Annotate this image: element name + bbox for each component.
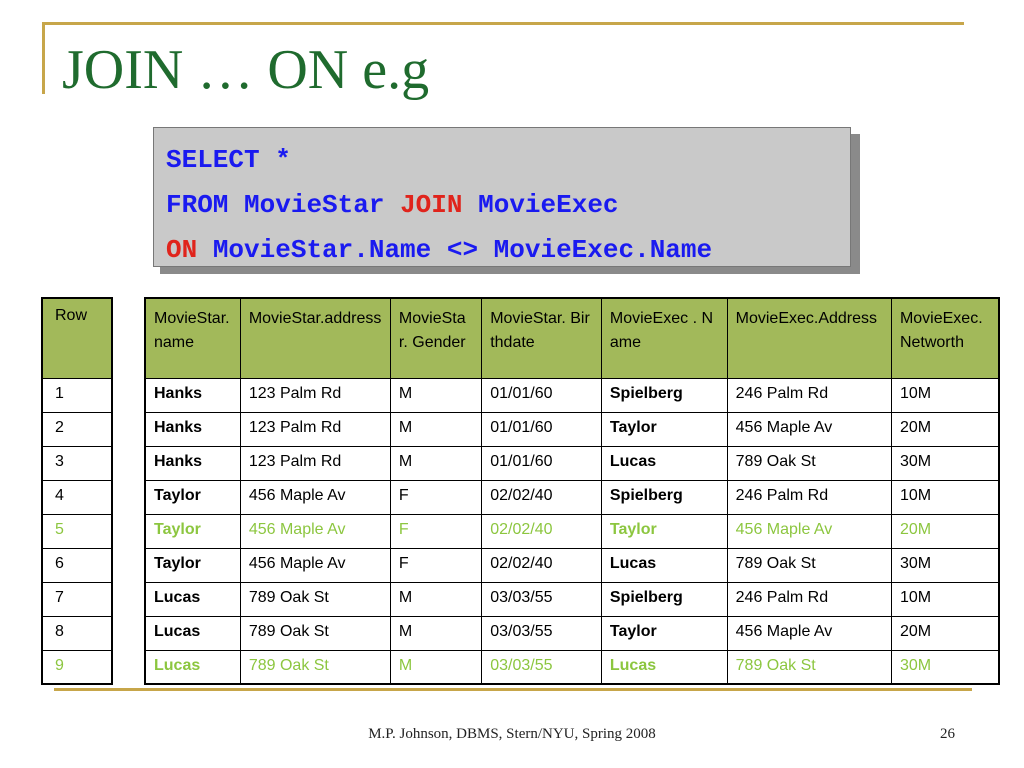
table-row [145, 446, 999, 480]
row-number-row-highlighted [42, 650, 112, 684]
table-row [145, 616, 999, 650]
row-number-cell: 5 [42, 514, 112, 548]
row-number-row [42, 480, 112, 514]
cell-exec-networth: 30M [891, 548, 999, 582]
sql-line-on [166, 228, 838, 273]
column-header-moviestar-address: MovieStar.address [240, 298, 390, 378]
sql-on-keyword: ON [166, 235, 198, 265]
row-number-cell: 8 [42, 616, 112, 650]
cell-star-name: Taylor [145, 514, 240, 548]
row-number-cell: 9 [42, 650, 112, 684]
cell-star-address: 789 Oak St [240, 582, 390, 616]
table-header-row [145, 298, 999, 378]
cell-star-name: Taylor [145, 480, 240, 514]
cell-exec-name: Spielberg [601, 582, 727, 616]
table-row [145, 480, 999, 514]
row-number-cell: 1 [42, 378, 112, 412]
table-row [145, 378, 999, 412]
cell-star-gender: M [390, 378, 481, 412]
sql-query-box [153, 127, 851, 267]
cell-exec-networth: 10M [891, 582, 999, 616]
cell-star-birthdate: 03/03/55 [482, 650, 602, 684]
column-header-moviestar-gender: MovieStar. Gender [390, 298, 481, 378]
cell-exec-address: 789 Oak St [727, 446, 891, 480]
cell-star-name: Hanks [145, 378, 240, 412]
cell-star-name: Hanks [145, 446, 240, 480]
cell-star-address: 123 Palm Rd [240, 446, 390, 480]
cell-exec-networth: 20M [891, 412, 999, 446]
join-result-table [144, 297, 1000, 685]
row-number-cell: 2 [42, 412, 112, 446]
cell-star-address: 789 Oak St [240, 650, 390, 684]
sql-line-from [166, 183, 838, 228]
cell-exec-networth: 20M [891, 514, 999, 548]
cell-exec-networth: 20M [891, 616, 999, 650]
decorative-top-line [42, 22, 964, 25]
cell-exec-name: Taylor [601, 412, 727, 446]
row-number-table [41, 297, 113, 685]
cell-star-birthdate: 03/03/55 [482, 616, 602, 650]
row-number-row [42, 548, 112, 582]
cell-star-gender: M [390, 650, 481, 684]
table-row [145, 548, 999, 582]
row-number-row [42, 582, 112, 616]
row-number-cell: 3 [42, 446, 112, 480]
column-header-movieexec-name: MovieExec . Name [601, 298, 727, 378]
cell-star-name: Hanks [145, 412, 240, 446]
table-row-highlighted [145, 514, 999, 548]
sql-select-keyword: SELECT * [166, 145, 291, 175]
row-number-row [42, 616, 112, 650]
cell-star-name: Lucas [145, 616, 240, 650]
cell-exec-address: 246 Palm Rd [727, 378, 891, 412]
table-row [145, 412, 999, 446]
cell-exec-address: 246 Palm Rd [727, 582, 891, 616]
row-number-row-highlighted [42, 514, 112, 548]
slide-footer: M.P. Johnson, DBMS, Stern/NYU, Spring 2008 [368, 726, 656, 742]
cell-exec-name: Taylor [601, 616, 727, 650]
sql-join-keyword: JOIN [400, 190, 463, 220]
row-number-row [42, 412, 112, 446]
slide-title: JOIN … ON e.g [62, 39, 430, 101]
cell-exec-name: Spielberg [601, 480, 727, 514]
row-number-cell: 4 [42, 480, 112, 514]
cell-star-gender: M [390, 582, 481, 616]
row-number-header: Row [42, 298, 112, 378]
cell-exec-name: Lucas [601, 650, 727, 684]
cell-star-gender: F [390, 548, 481, 582]
cell-exec-address: 456 Maple Av [727, 616, 891, 650]
cell-star-gender: M [390, 412, 481, 446]
cell-star-name: Lucas [145, 582, 240, 616]
cell-exec-address: 789 Oak St [727, 650, 891, 684]
cell-star-gender: M [390, 446, 481, 480]
table-row [145, 582, 999, 616]
cell-exec-networth: 10M [891, 378, 999, 412]
cell-star-address: 789 Oak St [240, 616, 390, 650]
cell-star-gender: F [390, 514, 481, 548]
decorative-left-line [42, 22, 45, 94]
cell-exec-name: Lucas [601, 548, 727, 582]
cell-star-address: 123 Palm Rd [240, 412, 390, 446]
row-number-cell: 6 [42, 548, 112, 582]
row-number-cell: 7 [42, 582, 112, 616]
cell-exec-name: Lucas [601, 446, 727, 480]
cell-star-address: 456 Maple Av [240, 480, 390, 514]
sql-table-moviestar: MovieStar [244, 190, 385, 220]
cell-exec-address: 456 Maple Av [727, 514, 891, 548]
cell-star-gender: M [390, 616, 481, 650]
cell-star-birthdate: 02/02/40 [482, 480, 602, 514]
cell-star-address: 123 Palm Rd [240, 378, 390, 412]
cell-star-address: 456 Maple Av [240, 548, 390, 582]
cell-exec-networth: 10M [891, 480, 999, 514]
row-number-header-row [42, 298, 112, 378]
column-header-movieexec-address: MovieExec.Address [727, 298, 891, 378]
decorative-bottom-line [54, 688, 972, 691]
sql-line-select [166, 138, 838, 183]
cell-star-birthdate: 01/01/60 [482, 446, 602, 480]
row-number-row [42, 446, 112, 480]
column-header-moviestar-birthdate: MovieStar. Birthdate [482, 298, 602, 378]
sql-from-keyword: FROM [166, 190, 229, 220]
cell-star-birthdate: 03/03/55 [482, 582, 602, 616]
cell-star-name: Lucas [145, 650, 240, 684]
sql-table-movieexec: MovieExec [478, 190, 619, 220]
cell-star-birthdate: 01/01/60 [482, 412, 602, 446]
cell-star-birthdate: 01/01/60 [482, 378, 602, 412]
cell-star-address: 456 Maple Av [240, 514, 390, 548]
cell-exec-networth: 30M [891, 446, 999, 480]
cell-exec-networth: 30M [891, 650, 999, 684]
cell-exec-name: Spielberg [601, 378, 727, 412]
cell-star-birthdate: 02/02/40 [482, 548, 602, 582]
cell-star-gender: F [390, 480, 481, 514]
cell-star-name: Taylor [145, 548, 240, 582]
cell-exec-name: Taylor [601, 514, 727, 548]
cell-exec-address: 789 Oak St [727, 548, 891, 582]
row-number-row [42, 378, 112, 412]
page-number: 26 [940, 726, 955, 742]
cell-exec-address: 246 Palm Rd [727, 480, 891, 514]
cell-star-birthdate: 02/02/40 [482, 514, 602, 548]
column-header-moviestar-name: MovieStar.name [145, 298, 240, 378]
cell-exec-address: 456 Maple Av [727, 412, 891, 446]
column-header-movieexec-networth: MovieExec. Networth [891, 298, 999, 378]
table-row-highlighted [145, 650, 999, 684]
sql-on-condition: MovieStar.Name <> MovieExec.Name [212, 235, 713, 265]
